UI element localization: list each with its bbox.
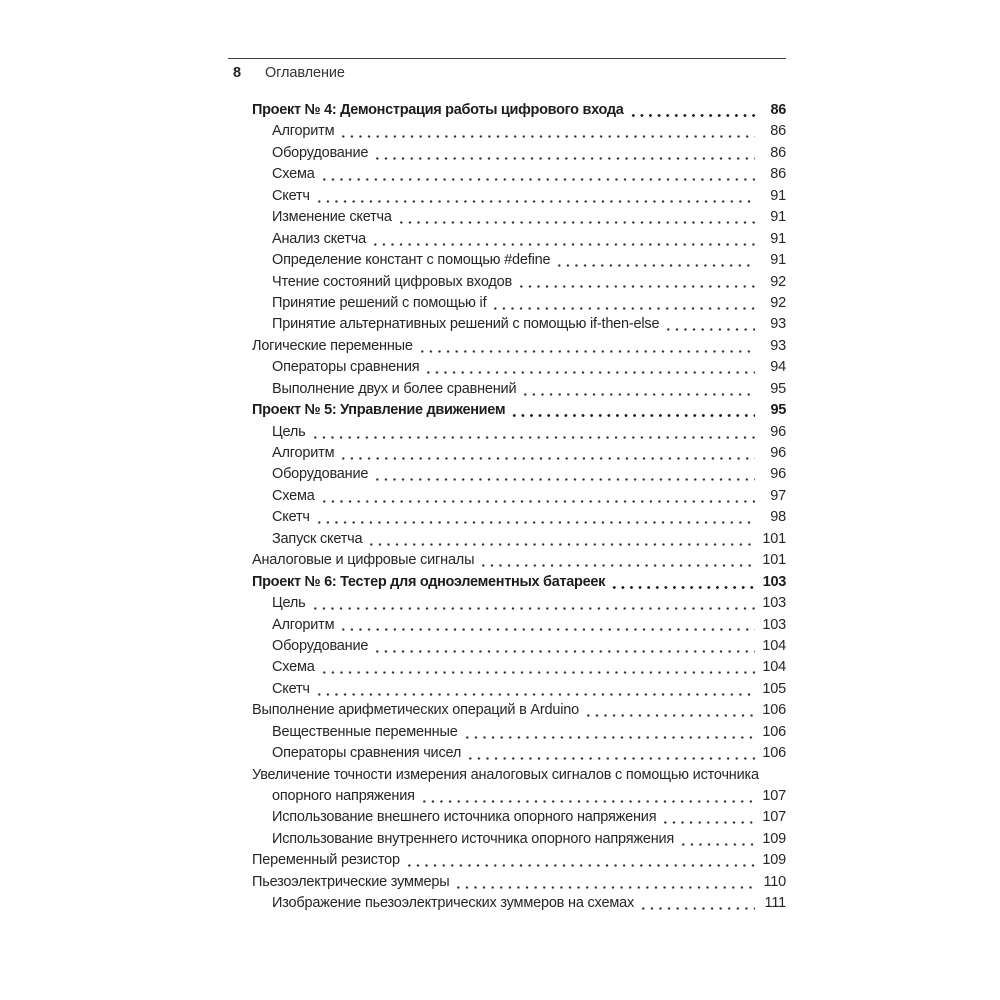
- toc-entry: [252, 314, 786, 335]
- toc-entry-label: Принятие альтернативных решений с помощью if-then-else: [272, 316, 660, 333]
- toc-entry: [252, 121, 786, 142]
- toc-entry-page: 91: [770, 187, 786, 204]
- toc-dot-leader: [313, 186, 755, 207]
- toc-entry: [252, 550, 786, 571]
- toc-entry: [252, 336, 786, 357]
- toc-entry-label: Операторы сравнения чисел: [272, 745, 462, 762]
- toc-entry-label: Цель: [272, 423, 306, 440]
- toc-entry-page: 96: [770, 466, 786, 483]
- toc-entry-page: 96: [770, 423, 786, 440]
- toc-entry-page: 106: [762, 723, 786, 740]
- toc-entry-label: Запуск скетча: [272, 530, 363, 547]
- toc-entry: [252, 722, 786, 743]
- toc-entry-label: Схема: [272, 166, 315, 183]
- toc-entry: [252, 143, 786, 164]
- toc-dot-leader: [477, 550, 755, 571]
- page-number: 8: [233, 65, 241, 81]
- toc-entry-label: Аналоговые и цифровые сигналы: [252, 552, 475, 569]
- toc-dot-leader: [337, 443, 755, 464]
- toc-entry: [252, 700, 786, 721]
- toc-dot-leader: [418, 786, 755, 807]
- toc-entry: [252, 507, 786, 528]
- toc-entry-label: Схема: [272, 659, 315, 676]
- toc-entry: [252, 657, 786, 678]
- toc-dot-leader: [318, 657, 755, 678]
- toc-entry: [252, 207, 786, 228]
- toc-entry-page: 94: [770, 359, 786, 376]
- toc-dot-leader: [365, 529, 755, 550]
- toc-dot-leader: [337, 121, 755, 142]
- toc-entry-label: Оборудование: [272, 144, 369, 161]
- toc-entry-page: 86: [770, 166, 786, 183]
- toc-entry-page: 93: [770, 316, 786, 333]
- toc-entry: [252, 250, 786, 271]
- toc-entry-label: Переменный резистор: [252, 852, 400, 869]
- toc-entry-page: 103: [762, 595, 786, 612]
- toc-entry: [252, 486, 786, 507]
- toc-dot-leader: [461, 722, 755, 743]
- toc-entry: [252, 893, 786, 914]
- toc-entry-page: 86: [770, 102, 786, 118]
- toc-entry: [252, 765, 786, 786]
- toc-entry-page: 111: [764, 895, 786, 912]
- toc-entry: [252, 422, 786, 443]
- toc-entry: [252, 743, 786, 764]
- toc-entry: [252, 379, 786, 400]
- toc-entry-label: Проект № 6: Тестер для одноэлементных батареек: [252, 573, 606, 590]
- toc-entry-page: 86: [770, 123, 786, 140]
- toc-dot-leader: [416, 336, 755, 357]
- toc-dot-leader: [464, 743, 755, 764]
- header-rule: [228, 58, 786, 59]
- toc-entry-page: 93: [770, 337, 786, 354]
- toc-entry-page: 103: [762, 573, 786, 590]
- toc-entry: [252, 186, 786, 207]
- toc-dot-leader: [318, 164, 755, 185]
- toc-entry-page: 86: [770, 144, 786, 161]
- toc-dot-leader: [422, 357, 755, 378]
- toc-entry: [252, 529, 786, 550]
- toc-entry-page: 95: [770, 380, 786, 397]
- toc-dot-leader: [371, 143, 755, 164]
- toc-dot-leader: [371, 464, 755, 485]
- toc-entry: [252, 164, 786, 185]
- toc-entry-label: Выполнение арифметических операций в Arduino: [252, 702, 580, 719]
- toc-entry-label: Скетч: [272, 509, 310, 526]
- toc-dot-leader: [582, 700, 755, 721]
- toc-dot-leader: [637, 893, 755, 914]
- toc-entry: [252, 829, 786, 850]
- toc-entry-label: Схема: [272, 487, 315, 504]
- toc-entry: [252, 872, 786, 893]
- toc-entry: [252, 100, 786, 121]
- toc-entry-page: 109: [762, 830, 786, 847]
- toc-dot-leader: [403, 850, 755, 871]
- toc-entry-label: Алгоритм: [272, 445, 335, 461]
- toc-dot-leader: [369, 229, 755, 250]
- toc-entry: [252, 229, 786, 250]
- toc-entry: [252, 807, 786, 828]
- toc-entry-page: 101: [762, 530, 786, 547]
- toc-dot-leader: [627, 100, 755, 121]
- toc-entry-label: Операторы сравнения: [272, 359, 420, 376]
- toc-entry-page: 107: [762, 809, 786, 826]
- toc-entry-page: 105: [762, 680, 786, 697]
- toc-dot-leader: [519, 379, 755, 400]
- toc-entry-page: 106: [762, 745, 786, 762]
- toc-entry-label: опорного напряжения: [272, 788, 415, 804]
- running-header: [233, 64, 345, 82]
- toc-entry-label: Определение констант с помощью #define: [272, 252, 551, 269]
- toc-entry-label: Выполнение двух и более сравнений: [272, 380, 517, 397]
- toc-entry-label: Чтение состояний цифровых входов: [272, 273, 512, 290]
- toc-dot-leader: [452, 872, 755, 893]
- toc-entry-page: 91: [770, 230, 786, 247]
- toc-entry-label: Увеличение точности измерения аналоговых сигналов с помощью источника: [252, 766, 759, 783]
- toc-entry: [252, 850, 786, 871]
- toc-entry-label: Пьезоэлектрические зуммеры: [252, 873, 450, 890]
- toc-entry-continuation: [252, 786, 786, 807]
- toc-entry-page: 92: [770, 273, 786, 290]
- toc-entry-label: Использование внутреннего источника опорного напряжения: [272, 830, 675, 847]
- toc-dot-leader: [515, 272, 755, 293]
- toc-entry-page: 107: [762, 788, 786, 804]
- toc-dot-leader: [318, 486, 755, 507]
- toc-entry-label: Проект № 5: Управление движением: [252, 402, 506, 419]
- toc-entry: [252, 679, 786, 700]
- toc-entry-label: Оборудование: [272, 466, 369, 483]
- toc-entry: [252, 400, 786, 421]
- toc-entry-page: 109: [762, 852, 786, 869]
- toc-entry-page: 91: [770, 252, 786, 269]
- toc-entry-page: 96: [770, 445, 786, 461]
- toc-entry-label: Принятие решений с помощью if: [272, 294, 487, 311]
- toc-entry-page: 98: [770, 509, 786, 526]
- toc-entry-page: 91: [770, 209, 786, 226]
- toc-dot-leader: [395, 207, 755, 228]
- toc-entry-page: 92: [770, 294, 786, 311]
- toc-entry-label: Алгоритм: [272, 616, 335, 633]
- toc-entry: [252, 293, 786, 314]
- toc-entry-page: 95: [770, 402, 786, 419]
- toc-entry-label: Цель: [272, 595, 306, 612]
- toc-entry-page: 104: [762, 637, 786, 654]
- toc-entry-page: 101: [762, 552, 786, 569]
- toc-entry: [252, 464, 786, 485]
- toc-entry-page: 104: [762, 659, 786, 676]
- toc-dot-leader: [313, 679, 755, 700]
- toc-entry-page: 97: [770, 487, 786, 504]
- running-header-title: Оглавление: [264, 65, 345, 81]
- toc-dot-leader: [662, 314, 755, 335]
- toc-entry: [252, 572, 786, 593]
- toc-dot-leader: [608, 572, 755, 593]
- toc-entry-label: Оборудование: [272, 637, 369, 654]
- toc-entry: [252, 636, 786, 657]
- toc-entry-label: Скетч: [272, 680, 310, 697]
- toc-entry: [252, 443, 786, 464]
- toc-entry-label: Логические переменные: [252, 337, 413, 354]
- toc-dot-leader: [309, 593, 755, 614]
- toc-dot-leader: [489, 293, 755, 314]
- toc-entry-label: Изменение скетча: [272, 209, 392, 226]
- toc-entry: [252, 593, 786, 614]
- toc-dot-leader: [659, 807, 755, 828]
- toc-dot-leader: [371, 636, 755, 657]
- toc-dot-leader: [508, 400, 755, 421]
- toc-entry-label: Использование внешнего источника опорного напряжения: [272, 809, 657, 826]
- toc-entry-label: Проект № 4: Демонстрация работы цифрового входа: [252, 102, 624, 118]
- toc-dot-leader: [337, 615, 755, 636]
- toc-entry-label: Анализ скетча: [272, 230, 366, 247]
- toc-dot-leader: [677, 829, 755, 850]
- toc-entry-page: 103: [762, 616, 786, 633]
- toc-entry-label: Вещественные переменные: [272, 723, 458, 740]
- toc-entry: [252, 357, 786, 378]
- toc-entry: [252, 615, 786, 636]
- toc-entry-label: Алгоритм: [272, 123, 335, 140]
- toc-entry-page: 110: [763, 873, 786, 890]
- toc-dot-leader: [553, 250, 755, 271]
- toc-entry: [252, 272, 786, 293]
- toc-entry-page: 106: [762, 702, 786, 719]
- toc-dot-leader: [309, 422, 755, 443]
- toc-dot-leader: [313, 507, 755, 528]
- toc-entry-label: Скетч: [272, 187, 310, 204]
- toc-list: [252, 100, 786, 915]
- toc-entry-label: Изображение пьезоэлектрических зуммеров на схемах: [272, 895, 634, 912]
